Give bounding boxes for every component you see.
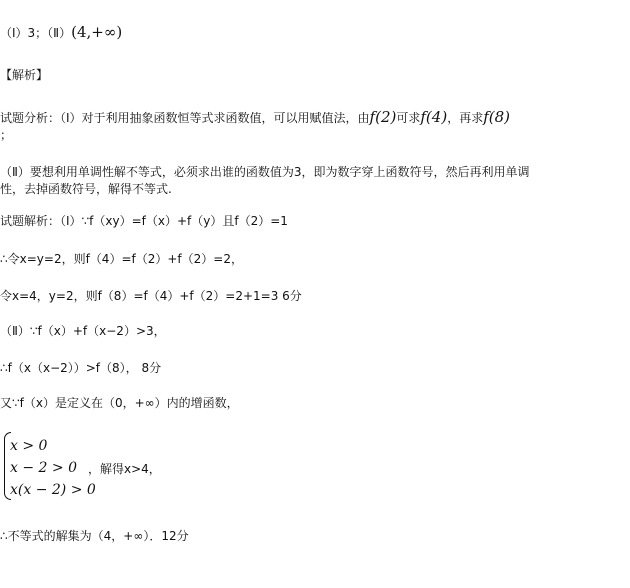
hint-part2-line1: （Ⅱ）要想利用单调性解不等式，必须求出谁的函数值为3，即为数字穿上函数符号，然后再利用单调	[0, 165, 530, 179]
answer-interval: (4,+∞)	[71, 23, 123, 41]
hint-f4: f(4)	[420, 108, 448, 126]
system-eq-3: x(x − 2) > 0	[10, 482, 96, 498]
hint-part2-line2: 性，去掉函数符号，解得不等式.	[0, 182, 172, 196]
hint-mid1: 可求	[396, 111, 421, 125]
solution-line-3: 令x=4，y=2，则f（8）=f（4）+f（2）=2+1=3 6分	[0, 289, 302, 303]
system-eq-2: x − 2 > 0	[10, 460, 77, 476]
solution-line-1: 试题解析：（Ⅰ）∵f（xy）=f（x）+f（y）且f（2）=1	[0, 214, 288, 228]
system-result: ，解得x>4，	[88, 462, 161, 476]
solution-line-5: ∴f（x（x−2））>f（8）， 8分	[0, 361, 162, 375]
answer-line	[0, 24, 122, 41]
solution-line-4: （Ⅱ）∵f（x）+f（x−2）>3，	[0, 324, 166, 338]
hint-line	[0, 109, 510, 126]
solution-line-6: 又∵f（x）是定义在（0，+∞）内的增函数，	[0, 396, 239, 410]
hint-prefix: 试题分析：（Ⅰ）对于利用抽象函数恒等式求函数值，可以用赋值法，由	[0, 111, 370, 125]
answer-part1: （Ⅰ）3；（Ⅱ）	[0, 26, 72, 40]
hint-mid2: ，再求	[447, 111, 484, 125]
solution-conclusion: ∴不等式的解集为（4，+∞）．12分	[0, 529, 189, 543]
solution-line-2: ∴令x=y=2，则f（4）=f（2）+f（2）=2，	[0, 252, 243, 266]
system-eq-1: x > 0	[10, 438, 48, 454]
hint-f2: f(2)	[369, 108, 397, 126]
analysis-heading: 【解析】	[0, 68, 49, 82]
hint-semicolon: ；	[0, 128, 13, 142]
hint-f8: f(8)	[483, 108, 511, 126]
